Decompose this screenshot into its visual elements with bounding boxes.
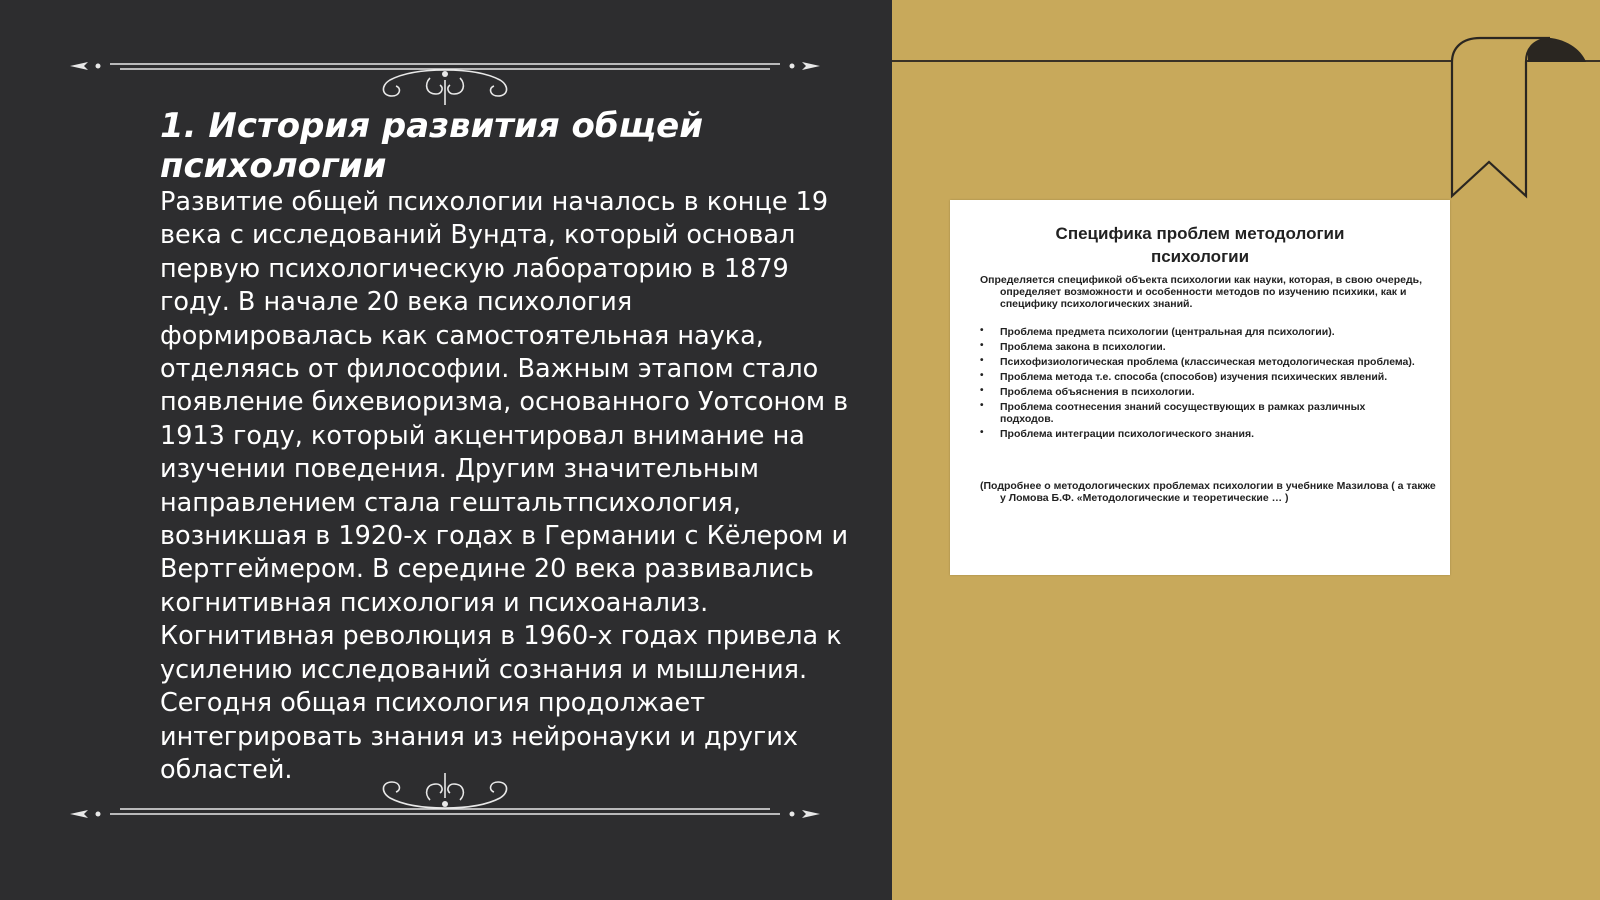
- list-item: • Проблема объяснения в психологии.: [980, 386, 1420, 398]
- figure-title: Специфика проблем методологии психологии: [1055, 224, 1345, 266]
- flourish-divider-icon: [60, 50, 830, 110]
- list-item: • Проблема интеграции психологического знания.: [980, 428, 1420, 440]
- flourish-divider-icon: [60, 770, 830, 830]
- figure-intro-text: Определяется спецификой объекта психологии как науки, которая, в свою очередь, определяет возможности и особенности методов по изучению психики, как и специфику психологических знаний.: [980, 274, 1422, 310]
- list-item: • Проблема соотнесения знаний сосуществующих в рамках различных подходов.: [980, 401, 1420, 425]
- figure-note-text: (Подробнее о методологических проблемах психологии в учебнике Мазилова ( а также у Ломова Б.Ф. «Методологические и теоретические … ): [980, 480, 1436, 504]
- bookmark-ribbon-icon: [1430, 36, 1600, 200]
- list-item: • Проблема предмета психологии (центральная для психологии).: [980, 326, 1420, 338]
- list-item: • Проблема закона в психологии.: [980, 341, 1420, 353]
- list-item: • Психофизиологическая проблема (классическая методологическая проблема).: [980, 356, 1420, 368]
- slide-body-text: Развитие общей психологии началось в конце 19 века с исследований Вундта, который основал первую психологическую лабораторию в 1879 году. В начале 20 века психология формировалась как самостоятельная наука, отделяясь от философии. Важным этапом стало появление бихевиоризма, основанного Уотсоном в 1913 году, который акцентировал внимание на изучении поведения. Другим значительным направлением стала гештальтпсихология, возникшая в 1920-х годах в Германии с Кёлером и Вертгеймером. В середине 20 века развивались когнитивная психология и психоанализ. Когнитивная революция в 1960-х годах привела к усилению исследований сознания и мышления. Сегодня общая психология продолжает интегрировать знания из нейронауки и других областей.: [160, 187, 849, 785]
- figure-problem-list: [980, 326, 1420, 443]
- methodology-figure: [950, 200, 1450, 575]
- list-item: • Проблема метода т.е. способа (способов) изучения психических явлений.: [980, 371, 1420, 383]
- slide-title: 1. История развития общей психологии: [160, 106, 704, 186]
